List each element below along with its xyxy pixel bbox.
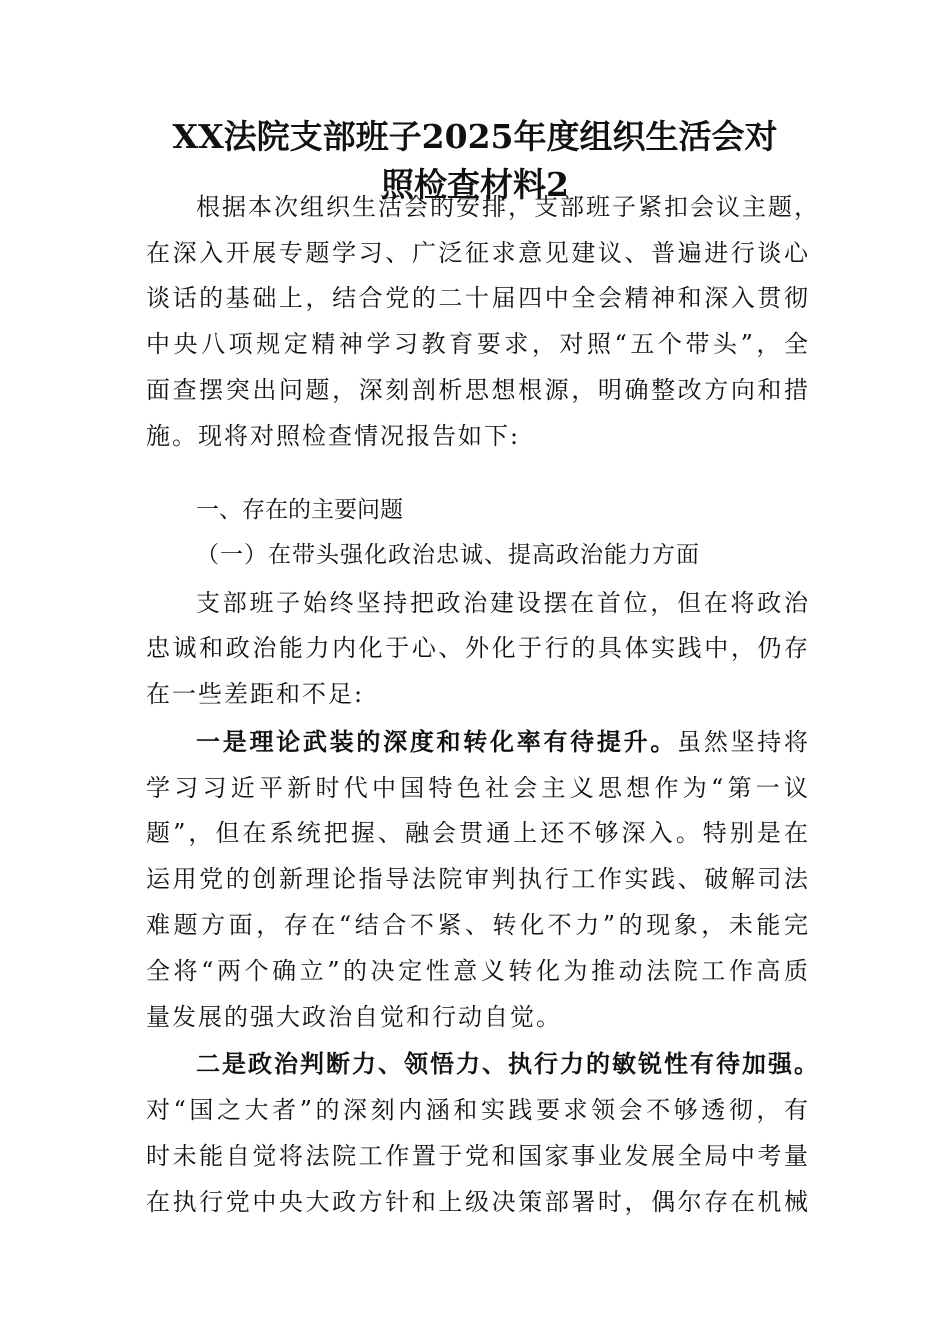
paragraph-line: 时未能自觉将法院工作置于党和国家事业发展全局中考量 (146, 1142, 810, 1170)
subsection-heading: （一）在带头强化政治忠诚、提高政治能力方面 (196, 542, 700, 568)
paragraph-line: 运用党的创新理论指导法院审判执行工作实践、破解司法 (146, 865, 810, 893)
section-heading: 一、存在的主要问题 (196, 497, 403, 523)
paragraph-line: 在执行党中央大政方针和上级决策部署时，偶尔存在机械 (146, 1188, 810, 1216)
paragraph-line: 支部班子始终坚持把政治建设摆在首位，但在将政治 (196, 589, 810, 617)
paragraph-line: 量发展的强大政治自觉和行动自觉。 (146, 1003, 562, 1031)
intro-line: 面查摆突出问题，深刻剖析思想根源，明确整改方向和措 (146, 376, 810, 404)
doc-title-line-2: 照检查材料2 (381, 165, 569, 204)
paragraph-line: 题”，但在系统把握、融会贯通上还不够深入。特别是在 (146, 819, 810, 847)
paragraph-line: 全将“两个确立”的决定性意义转化为推动法院工作高质 (146, 957, 810, 985)
point-2-bold-lead: 二是政治判断力、领悟力、执行力的敏锐性有待加强。 (196, 1049, 820, 1078)
intro-line: 根据本次组织生活会的安排，支部班子紧扣会议主题， (196, 193, 820, 221)
paragraph-line: 忠诚和政治能力内化于心、外化于行的具体实践中，仍存 (146, 634, 810, 662)
point-1-first-line (196, 719, 810, 765)
paragraph-line: 难题方面，存在“结合不紧、转化不力”的现象，未能完 (146, 911, 810, 939)
point-2-first-line (196, 1041, 820, 1087)
intro-line: 施。现将对照检查情况报告如下: (146, 422, 521, 450)
point-1-text: 虽然坚持将 (677, 728, 811, 756)
paragraph-line: 对“国之大者”的深刻内涵和实践要求领会不够透彻，有 (146, 1096, 810, 1124)
doc-title-line-1: XX法院支部班子2025年度组织生活会对 (172, 117, 778, 156)
intro-line: 在深入开展专题学习、广泛征求意见建议、普遍进行谈心 (146, 239, 810, 267)
intro-line: 谈话的基础上，结合党的二十届四中全会精神和深入贯彻 (146, 284, 810, 312)
point-1-bold-lead: 一是理论武装的深度和转化率有待提升。 (196, 727, 678, 756)
paragraph-line: 在一些差距和不足: (146, 680, 365, 708)
paragraph-line: 学习习近平新时代中国特色社会主义思想作为“第一议 (146, 774, 810, 802)
intro-line: 中央八项规定精神学习教育要求，对照“五个带头”，全 (146, 330, 810, 358)
